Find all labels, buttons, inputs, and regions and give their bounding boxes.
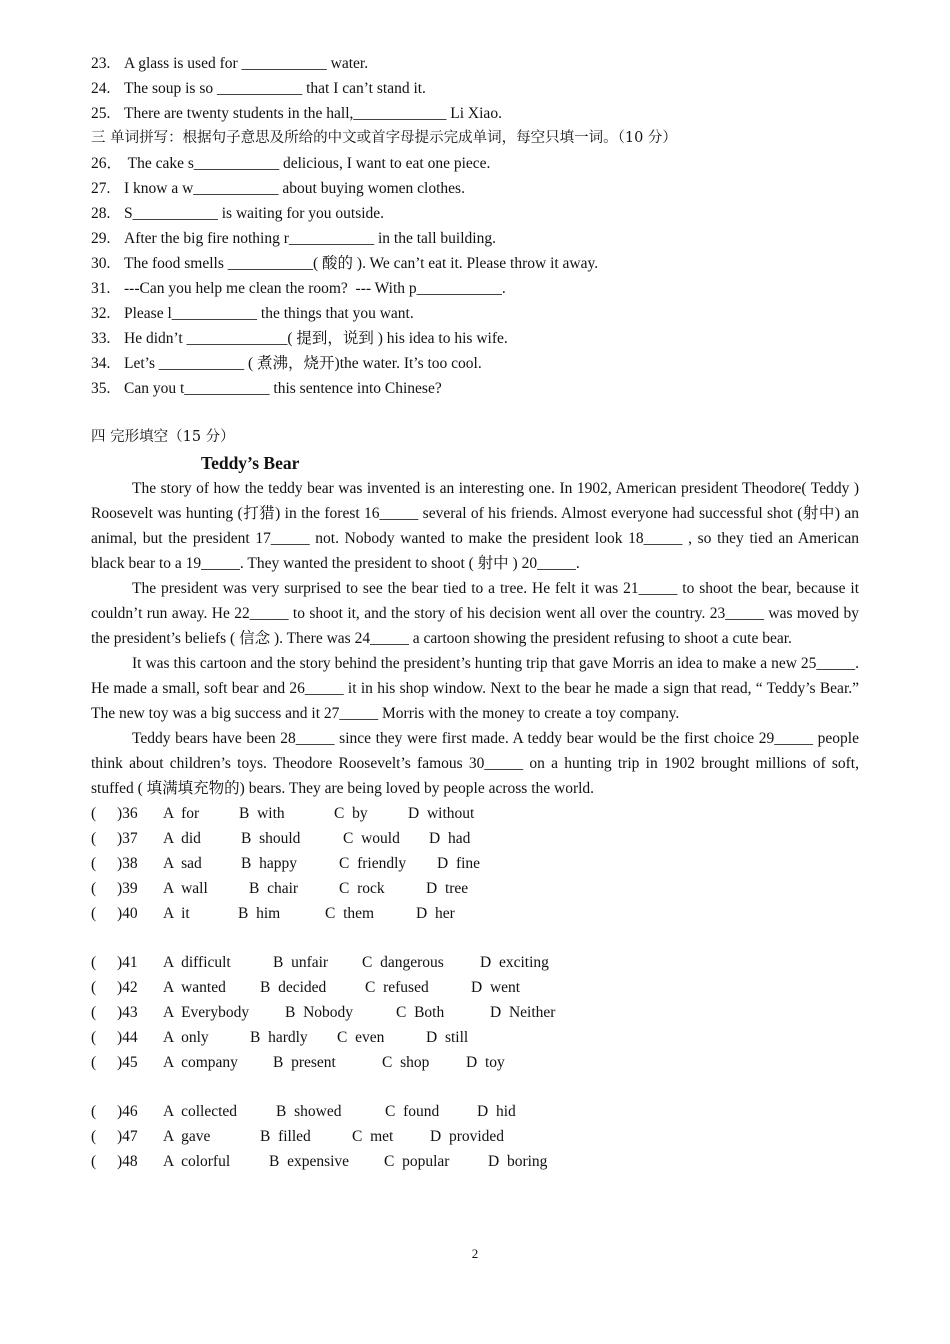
option-row-46: ( )46 A collected B showed C found D hid [91, 1099, 859, 1124]
question-25: 25. There are twenty students in the hall,____________ Li Xiao. [91, 105, 502, 122]
question-32: 32. Please l___________ the things that you want. [91, 305, 414, 322]
question-26: 26． The cake s___________ delicious, I want to eat one piece. [91, 155, 491, 172]
question-28: 28. S___________ is waiting for you outside. [91, 205, 385, 222]
spacer [91, 926, 859, 950]
option-row-41: ( )41 A difficult B unfair C dangerous D exciting [91, 950, 859, 975]
options-block-2 [91, 950, 859, 1075]
passage-paragraph: It was this cartoon and the story behind the president’s hunting trip that gave Morris an idea to make a new 25_____. He made a small, soft bear and 26_____ it in his shop window. Next to the bear he made a sign that read, “ Teddy’s Bear.” The new toy was a big success and it 27_____ Morris with the money to create a toy company. [91, 655, 859, 722]
passage-body [91, 476, 859, 801]
option-row-47: ( )47 A gave B filled C met D provided [91, 1124, 859, 1149]
answer-blank[interactable]: ( [91, 954, 97, 971]
option-row-37: ( )37 A did B should C would D had [91, 826, 859, 851]
option-row-42: ( )42 A wanted B decided C refused D went [91, 975, 859, 1000]
question-35: 35. Can you t___________ this sentence into Chinese? [91, 380, 442, 397]
exam-page [91, 51, 859, 1174]
passage-paragraph: The president was very surprised to see the bear tied to a tree. He felt it was 21_____ to shoot the bear, because it couldn’t run away. He 22_____ to shoot it, and the story of his decision went all over the country. 23_____ was moved by the president’s beliefs ( 信念 ). There was 24_____ a cartoon showing the president refusing to shoot a cute bear. [91, 580, 859, 647]
answer-blank[interactable]: ( [91, 855, 97, 872]
answer-blank[interactable]: ( [91, 1153, 97, 1170]
answer-blank[interactable]: ( [91, 1103, 97, 1120]
answer-blank[interactable]: ( [91, 805, 97, 822]
question-27: 27. I know a w___________ about buying women clothes. [91, 180, 465, 197]
option-row-36: ( )36 A for B with C by D without [91, 801, 859, 826]
option-row-38: ( )38 A sad B happy C friendly D fine [91, 851, 859, 876]
passage-title: Teddy’s Bear [201, 453, 300, 473]
options-block-3 [91, 1099, 859, 1174]
question-29: 29. After the big fire nothing r___________ in the tall building. [91, 230, 496, 247]
spacer [91, 1075, 859, 1099]
answer-blank[interactable]: ( [91, 880, 97, 897]
page-number: 2 [471, 1246, 479, 1261]
answer-blank[interactable]: ( [91, 1029, 97, 1046]
option-row-48: ( )48 A colorful B expensive C popular D boring [91, 1149, 859, 1174]
option-row-44: ( )44 A only B hardly C even D still [91, 1025, 859, 1050]
question-24: 24. The soup is so ___________ that I can’t stand it. [91, 80, 426, 97]
option-row-39: ( )39 A wall B chair C rock D tree [91, 876, 859, 901]
answer-blank[interactable]: ( [91, 1054, 97, 1071]
option-row-40: ( )40 A it B him C them D her [91, 901, 859, 926]
spacer [91, 401, 859, 425]
answer-blank[interactable]: ( [91, 979, 97, 996]
answer-blank[interactable]: ( [91, 905, 97, 922]
answer-blank[interactable]: ( [91, 830, 97, 847]
section-3-heading: 三 单词拼写：根据句子意思及所给的中文或首字母提示完成单词，每空只填一词。（10 分） [91, 130, 677, 146]
question-34: 34. Let’s ___________ ( 煮沸，烧开)the water. It’s too cool. [91, 355, 482, 372]
passage-paragraph: Teddy bears have been 28_____ since they were first made. A teddy bear would be the first choice 29_____ people think about children’s toys. Theodore Roosevelt’s famous 30_____ on a hunting trip in 1902 brought millions of soft, stuffed ( 填满填充物的) bears. They are being loved by people across the world. [91, 730, 859, 797]
options-block-1 [91, 801, 859, 926]
question-33: 33. He didn’t _____________( 提到，说到 ) his idea to his wife. [91, 330, 508, 347]
option-row-43: ( )43 A Everybody B Nobody C Both D Neither [91, 1000, 859, 1025]
question-30: 30. The food smells ___________( 酸的 ). We can’t eat it. Please throw it away. [91, 255, 599, 272]
question-23: 23. A glass is used for ___________ water. [91, 55, 369, 72]
question-31: 31. ---Can you help me clean the room? --- With p___________. [91, 280, 506, 297]
passage-paragraph: The story of how the teddy bear was invented is an interesting one. In 1902, American president Theodore( Teddy ) Roosevelt was hunting (打猎) in the forest 16_____ several of his friends. Almost everyone had successful shot (射中) an animal, but the president 17_____ not. Nobody wanted to make the president look 18_____ , so they tied an American black bear to a 19_____. They wanted the president to shoot ( 射中 ) 20_____. [91, 480, 859, 572]
answer-blank[interactable]: ( [91, 1004, 97, 1021]
section-4-heading: 四 完形填空（15 分） [91, 429, 235, 445]
option-row-45: ( )45 A company B present C shop D toy [91, 1050, 859, 1075]
answer-blank[interactable]: ( [91, 1128, 97, 1145]
